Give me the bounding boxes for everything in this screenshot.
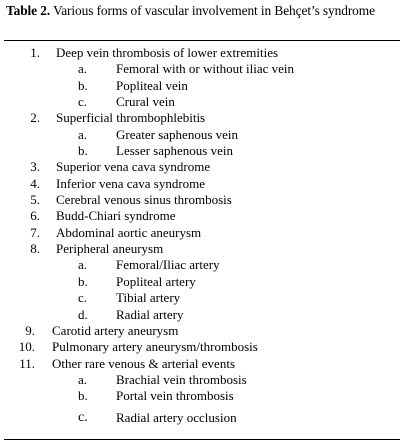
item-number: 7. [30, 224, 40, 240]
sub-list-item [0, 388, 406, 404]
item-text: Other rare venous & arterial events [52, 355, 236, 371]
sub-list-item [0, 94, 406, 110]
item-number: 5. [30, 192, 40, 208]
sub-list-item [0, 127, 406, 143]
vascular-involvement-list [0, 45, 406, 427]
sub-item-letter: a. [78, 126, 88, 142]
sub-item-text: Radial artery [116, 306, 184, 322]
table-caption [6, 3, 398, 19]
table-label: Table 2. [6, 3, 51, 18]
list-item [0, 176, 406, 192]
sub-list-item [0, 290, 406, 306]
item-number: 9. [25, 322, 35, 338]
list-item [0, 192, 406, 208]
list-item [0, 208, 406, 224]
sub-item-text: Crural vein [116, 94, 175, 110]
sub-item-text: Greater saphenous vein [116, 126, 239, 142]
sub-item-text: Portal vein thrombosis [116, 388, 234, 404]
item-number: 2. [30, 110, 40, 126]
sub-item-text: Tibial artery [116, 290, 181, 306]
list-item [0, 45, 406, 61]
sub-item-letter: c. [78, 94, 88, 110]
sub-item-letter: a. [78, 371, 88, 387]
sub-item-text: Femoral with or without iliac vein [116, 61, 294, 77]
item-number: 1. [30, 45, 40, 60]
sub-item-letter: c. [78, 409, 88, 425]
sub-item-letter: c. [78, 290, 88, 306]
list-item [0, 339, 406, 355]
item-text: Carotid artery aneurysm [52, 322, 179, 338]
sub-list-item [0, 307, 406, 323]
sub-item-text: Radial artery occlusion [116, 409, 237, 425]
item-text: Abdominal aortic aneurysm [56, 224, 202, 240]
sub-list-item [0, 274, 406, 290]
list-item [0, 225, 406, 241]
list-item [0, 241, 406, 257]
sub-list-item [0, 61, 406, 77]
item-number: 6. [30, 208, 40, 224]
sub-item-letter: b. [78, 388, 88, 404]
table-title: Various forms of vascular involvement in Behçet’s syndrome [50, 3, 375, 18]
item-text: Deep vein thrombosis of lower extremities [56, 45, 279, 60]
sub-list-item [0, 372, 406, 388]
item-text: Cerebral venous sinus thrombosis [56, 192, 232, 208]
list-item [0, 356, 406, 372]
item-text: Peripheral aneurysm [56, 241, 164, 257]
list-item [0, 110, 406, 126]
sub-item-letter: b. [78, 273, 88, 289]
item-number: 11. [19, 355, 35, 371]
item-number: 4. [30, 175, 40, 191]
sub-list-item [0, 257, 406, 273]
table-bottom-rule [4, 439, 400, 440]
sub-item-letter: a. [78, 257, 88, 273]
table-top-rule [4, 40, 400, 41]
sub-item-text: Lesser saphenous vein [116, 143, 233, 159]
sub-item-letter: b. [78, 143, 88, 159]
sub-item-letter: d. [78, 306, 88, 322]
item-text: Inferior vena cava syndrome [56, 175, 206, 191]
item-number: 10. [18, 339, 35, 355]
sub-list-item [0, 405, 406, 427]
item-text: Pulmonary artery aneurysm/thrombosis [52, 339, 258, 355]
sub-item-text: Popliteal vein [116, 77, 188, 93]
item-text: Superior vena cava syndrome [56, 159, 211, 175]
sub-list-item [0, 143, 406, 159]
item-number: 8. [30, 241, 40, 257]
sub-item-text: Brachial vein thrombosis [116, 371, 247, 387]
item-text: Budd-Chiari syndrome [56, 208, 176, 224]
sub-item-text: Femoral/Iliac artery [116, 257, 220, 273]
item-text: Superficial thrombophlebitis [56, 110, 206, 126]
sub-item-letter: b. [78, 77, 88, 93]
sub-item-letter: a. [78, 61, 88, 77]
sub-list-item [0, 78, 406, 94]
list-item [0, 323, 406, 339]
sub-item-text: Popliteal artery [116, 273, 196, 289]
list-item [0, 159, 406, 175]
item-number: 3. [30, 159, 40, 175]
